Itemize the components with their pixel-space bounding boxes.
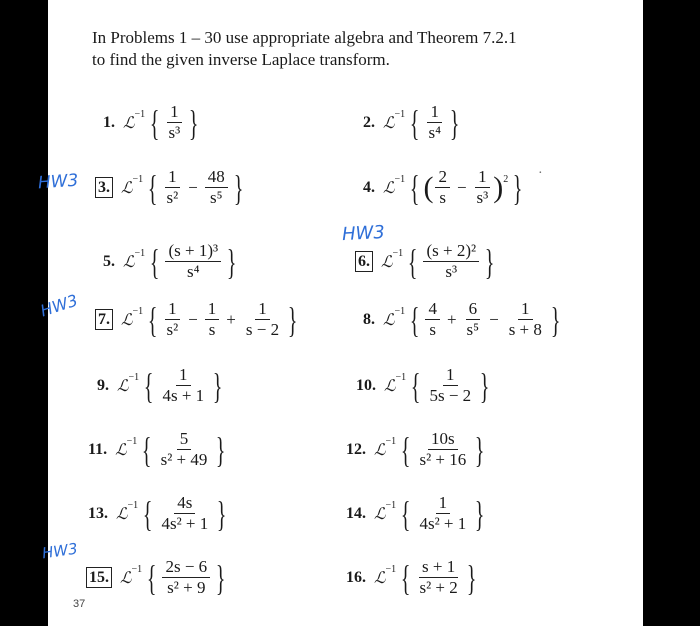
handwritten-hw3-note: HW3 — [37, 290, 81, 321]
problem-number: 6. — [355, 251, 373, 272]
numerator: 1 — [518, 300, 533, 320]
fraction — [158, 494, 211, 533]
operator: + — [226, 309, 236, 329]
fraction — [159, 366, 207, 405]
laplace-symbol: ℒ — [374, 440, 386, 459]
denominator: s⁵ — [466, 320, 480, 339]
fraction — [163, 300, 181, 339]
inverse-exponent: −1 — [385, 500, 397, 511]
numerator: 5 — [177, 430, 192, 450]
denominator: s² — [166, 320, 179, 339]
denominator: s² + 2 — [419, 578, 458, 597]
fraction — [165, 103, 183, 142]
handwritten-hw3-note: HW3 — [341, 221, 386, 246]
fraction — [416, 430, 469, 469]
numerator: (s + 1)³ — [165, 242, 221, 262]
numerator: 2 — [435, 168, 450, 188]
left-brace: { — [150, 241, 160, 282]
denominator: s² + 9 — [167, 578, 206, 597]
numerator: 1 — [176, 366, 191, 386]
fraction — [416, 494, 469, 533]
problem-number: 11. — [88, 440, 108, 458]
problem-2 — [363, 103, 463, 142]
numerator: 1 — [443, 366, 458, 386]
problem-5 — [103, 242, 240, 281]
problem-number: 4. — [363, 178, 375, 196]
denominator: s⁵ — [209, 188, 223, 207]
laplace-symbol: ℒ — [383, 178, 395, 197]
right-brace: } — [480, 365, 490, 406]
inverse-exponent: −1 — [385, 436, 397, 447]
problem-13 — [88, 494, 231, 533]
numerator: 4s — [174, 494, 195, 514]
laplace-symbol: ℒ — [121, 310, 133, 329]
operator: − — [188, 177, 198, 197]
fraction — [163, 168, 181, 207]
operator: − — [489, 309, 499, 329]
left-brace: { — [147, 557, 157, 598]
fraction — [158, 430, 211, 469]
denominator: s² + 16 — [419, 450, 467, 469]
laplace-symbol: ℒ — [374, 568, 386, 587]
inverse-exponent: −1 — [394, 109, 406, 120]
problem-6 — [353, 242, 498, 281]
denominator: s + 8 — [508, 320, 542, 339]
problem-number: 9. — [97, 376, 109, 394]
instructions-line-1: In Problems 1 – 30 use appropriate algebra and Theorem 7.2.1 — [92, 28, 517, 47]
left-brace: { — [150, 102, 160, 143]
handwritten-hw3-note: HW3 — [40, 539, 79, 563]
laplace-symbol: ℒ — [116, 504, 128, 523]
left-brace: { — [148, 299, 158, 340]
problem-number: 5. — [103, 252, 115, 270]
denominator: s − 2 — [245, 320, 280, 339]
problem-number: 14. — [346, 504, 366, 522]
problem-number: 2. — [363, 113, 375, 131]
numerator: 1 — [436, 494, 451, 514]
left-brace: { — [148, 167, 158, 208]
inverse-exponent: −1 — [394, 174, 406, 185]
denominator: s — [439, 188, 447, 207]
stray-dot-mark: · — [538, 166, 543, 181]
denominator: 4s² + 1 — [419, 514, 467, 533]
left-brace: { — [410, 102, 420, 143]
right-brace: } — [550, 299, 561, 340]
problem-number: 7. — [95, 309, 113, 330]
problem-3 — [93, 168, 247, 207]
denominator: s² — [166, 188, 179, 207]
numerator: 4 — [425, 300, 440, 320]
fraction — [425, 103, 444, 142]
laplace-symbol: ℒ — [384, 376, 396, 395]
operator: − — [188, 309, 198, 329]
right-brace: } — [513, 167, 523, 208]
numerator: (s + 2)² — [423, 242, 479, 262]
denominator: s³ — [168, 123, 181, 142]
denominator: s⁴ — [428, 123, 441, 142]
inverse-exponent: −1 — [134, 248, 146, 259]
problem-15 — [84, 558, 229, 597]
denominator: s³ — [476, 188, 489, 207]
problem-number: 8. — [363, 310, 375, 328]
numerator: 1 — [255, 300, 270, 320]
left-brace: { — [401, 493, 411, 534]
laplace-symbol: ℒ — [383, 113, 395, 132]
fraction — [506, 300, 545, 339]
problem-9 — [97, 366, 226, 405]
fraction — [425, 300, 440, 339]
problem-10 — [356, 366, 493, 405]
problem-1 — [103, 103, 202, 142]
right-brace: } — [189, 102, 199, 143]
denominator: s — [208, 320, 216, 339]
laplace-symbol: ℒ — [121, 178, 133, 197]
fraction — [165, 242, 221, 281]
problem-12 — [346, 430, 489, 469]
right-brace: } — [226, 241, 237, 282]
problem-number: 15. — [86, 567, 112, 588]
inverse-exponent: −1 — [134, 109, 146, 120]
denominator: 4s + 1 — [162, 386, 205, 405]
inverse-exponent: −1 — [392, 248, 404, 259]
problem-number: 1. — [103, 113, 115, 131]
numerator: 10s — [428, 430, 458, 450]
laplace-symbol: ℒ — [123, 252, 135, 271]
fraction — [416, 558, 460, 597]
laplace-symbol: ℒ — [123, 113, 135, 132]
laplace-symbol: ℒ — [374, 504, 386, 523]
denominator: s⁴ — [186, 262, 200, 281]
denominator: 5s − 2 — [429, 386, 472, 405]
fraction — [205, 300, 220, 339]
right-brace: } — [217, 493, 227, 534]
inverse-exponent: −1 — [394, 306, 406, 317]
inverse-exponent: −1 — [385, 564, 397, 575]
problem-number: 16. — [346, 568, 366, 586]
right-brace: } — [213, 365, 223, 406]
left-brace: { — [411, 365, 421, 406]
problem-16 — [346, 558, 480, 597]
fraction — [205, 168, 228, 207]
numerator: 1 — [475, 168, 490, 188]
laplace-symbol: ℒ — [383, 310, 395, 329]
right-paren: ) — [493, 170, 504, 204]
right-brace: } — [216, 557, 226, 598]
problem-number: 12. — [346, 440, 366, 458]
numerator: s + 1 — [419, 558, 458, 578]
left-brace: { — [410, 167, 420, 208]
power-exponent: 2 — [503, 174, 509, 185]
problem-number: 13. — [88, 504, 108, 522]
problem-number: 10. — [356, 376, 376, 394]
right-brace: } — [475, 493, 485, 534]
laplace-symbol: ℒ — [115, 440, 127, 459]
inverse-exponent: −1 — [395, 372, 407, 383]
denominator: s — [429, 320, 437, 339]
page-number: 37 — [73, 598, 86, 610]
right-brace: } — [466, 557, 477, 598]
left-brace: { — [401, 557, 411, 598]
problem-7 — [93, 300, 301, 339]
problem-14 — [346, 494, 489, 533]
left-brace: { — [408, 241, 418, 282]
operator: + — [446, 309, 457, 329]
inverse-exponent: −1 — [132, 306, 144, 317]
problem-11 — [88, 430, 230, 469]
left-brace: { — [143, 493, 153, 534]
inverse-exponent: −1 — [127, 500, 139, 511]
operator: − — [456, 177, 467, 197]
numerator: 6 — [466, 300, 481, 320]
inverse-exponent: −1 — [128, 372, 140, 383]
left-brace: { — [144, 365, 154, 406]
right-brace: } — [449, 102, 460, 143]
handwritten-hw3-note: HW3 — [37, 170, 80, 194]
right-brace: } — [287, 299, 298, 340]
fraction — [435, 168, 450, 207]
instructions-line-2: to find the given inverse Laplace transform. — [92, 50, 390, 69]
left-brace: { — [401, 429, 411, 470]
inverse-exponent: −1 — [126, 436, 138, 447]
problem-4 — [363, 168, 527, 207]
fraction — [426, 366, 474, 405]
fraction — [243, 300, 282, 339]
right-brace: } — [216, 429, 226, 470]
denominator: s² + 49 — [160, 450, 208, 469]
numerator: 1 — [205, 300, 220, 320]
inverse-exponent: −1 — [132, 174, 144, 185]
numerator: 48 — [205, 168, 228, 188]
right-brace: } — [475, 429, 485, 470]
fraction — [474, 168, 492, 207]
numerator: 1 — [165, 300, 180, 320]
numerator: 1 — [167, 103, 182, 123]
problem-number: 3. — [95, 177, 113, 198]
numerator: 1 — [165, 168, 180, 188]
left-brace: { — [410, 299, 420, 340]
fraction — [464, 300, 483, 339]
denominator: 4s² + 1 — [161, 514, 209, 533]
right-black-border — [643, 0, 700, 626]
left-brace: { — [142, 429, 152, 470]
laplace-symbol: ℒ — [120, 568, 132, 587]
right-brace: } — [484, 241, 495, 282]
laplace-symbol: ℒ — [381, 252, 393, 271]
numerator: 2s − 6 — [162, 558, 210, 578]
fraction — [162, 558, 210, 597]
right-brace: } — [233, 167, 244, 208]
numerator: 1 — [427, 103, 442, 123]
denominator: s³ — [445, 262, 458, 281]
fraction — [423, 242, 479, 281]
problem-8 — [363, 300, 564, 339]
laplace-symbol: ℒ — [117, 376, 129, 395]
inverse-exponent: −1 — [131, 564, 143, 575]
left-paren: ( — [423, 170, 434, 204]
